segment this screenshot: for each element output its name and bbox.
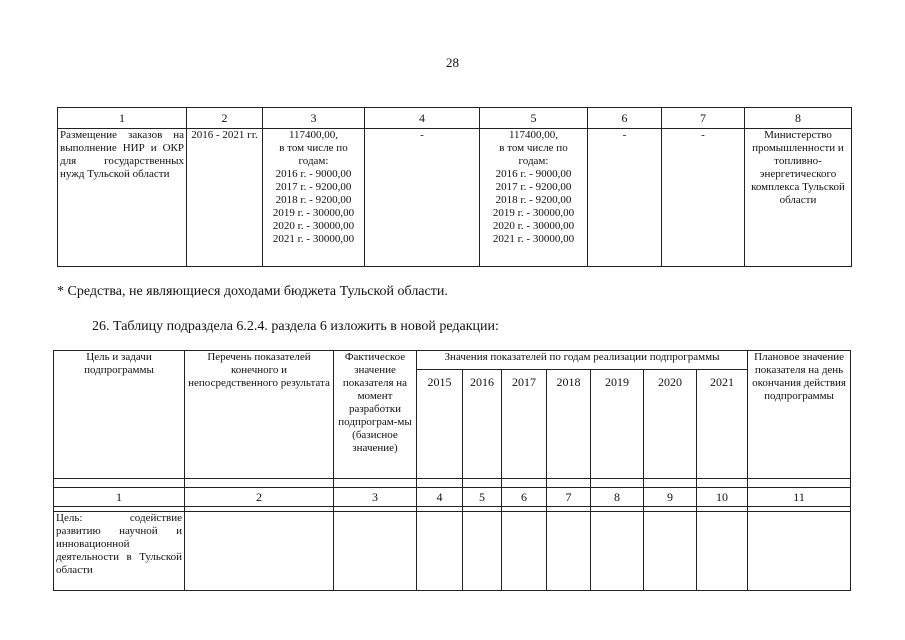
column-number: 1 — [54, 488, 185, 507]
year-cell: 2020 — [644, 370, 697, 479]
column-number: 3 — [334, 488, 417, 507]
header-gap-row — [54, 479, 851, 488]
year-cell: 2018 — [547, 370, 591, 479]
header-cell: 8 — [745, 108, 852, 129]
column-number: 5 — [463, 488, 502, 507]
period: 2016 - 2021 гг. — [187, 129, 263, 267]
header-cell: 1 — [58, 108, 187, 129]
header-cell: 4 — [365, 108, 480, 129]
col6-value: - — [588, 129, 662, 267]
table-row — [58, 129, 852, 267]
table-header-row — [58, 108, 852, 129]
responsible-executor: Министерство промышленности и топливно-энергетического комплекса Тульской области — [745, 129, 852, 267]
funding-table — [57, 107, 852, 267]
header-actual-value: Фактическое значение показателя на момент разработки подпрограм-мы (базисное значение) — [334, 351, 417, 479]
column-number: 11 — [748, 488, 851, 507]
column-number: 6 — [502, 488, 547, 507]
table-row — [54, 512, 851, 591]
header-cell: 6 — [588, 108, 662, 129]
page-number: 28 — [446, 55, 459, 70]
year-cell: 2017 — [502, 370, 547, 479]
goal-text: Цель: содействие развитию научной и инновационной деятельности в Тульской области — [54, 512, 185, 591]
year-cell: 2016 — [463, 370, 502, 479]
table-header-row — [54, 351, 851, 370]
amendment-paragraph: 26. Таблицу подраздела 6.2.4. раздела 6 изложить в новой редакции: — [92, 319, 499, 334]
footnote: * Средства, не являющиеся доходами бюджета Тульской области. — [57, 284, 448, 299]
total-funding: 117400,00, в том числе по годам: 2016 г. - 9000,00 2017 г. - 9200,00 2018 г. - 9200,00 2019 г. - 30000,00 2020 г. - 30000,00 2021 г. - 30000,00 — [263, 129, 365, 267]
measure-name: Размещение заказов на выполнение НИР и ОКР для государственных нужд Тульской области — [58, 129, 187, 267]
header-cell: 2 — [187, 108, 263, 129]
column-number: 10 — [697, 488, 748, 507]
column-number: 8 — [591, 488, 644, 507]
column-number: 4 — [417, 488, 463, 507]
column-numbers-row — [54, 488, 851, 507]
header-indicators: Перечень показателей конечного и непосредственного результата — [185, 351, 334, 479]
col7-value: - — [662, 129, 745, 267]
header-cell: 5 — [480, 108, 588, 129]
year-cell: 2015 — [417, 370, 463, 479]
year-cell: 2021 — [697, 370, 748, 479]
column-number: 2 — [185, 488, 334, 507]
column-number: 9 — [644, 488, 697, 507]
year-cell: 2019 — [591, 370, 644, 479]
column-number: 7 — [547, 488, 591, 507]
header-planned-value: Плановое значение показателя на день окончания действия подпрограммы — [748, 351, 851, 479]
header-values-by-year: Значения показателей по годам реализации подпрограммы — [417, 351, 748, 370]
header-cell: 3 — [263, 108, 365, 129]
indicators-table — [53, 350, 851, 591]
header-cell: 7 — [662, 108, 745, 129]
budget-funding: - — [365, 129, 480, 267]
extra-funding: 117400,00, в том числе по годам: 2016 г. - 9000,00 2017 г. - 9200,00 2018 г. - 9200,00 2019 г. - 30000,00 2020 г. - 30000,00 2021 г. - 30000,00 — [480, 129, 588, 267]
header-goal: Цель и задачи подпрограммы — [54, 351, 185, 479]
